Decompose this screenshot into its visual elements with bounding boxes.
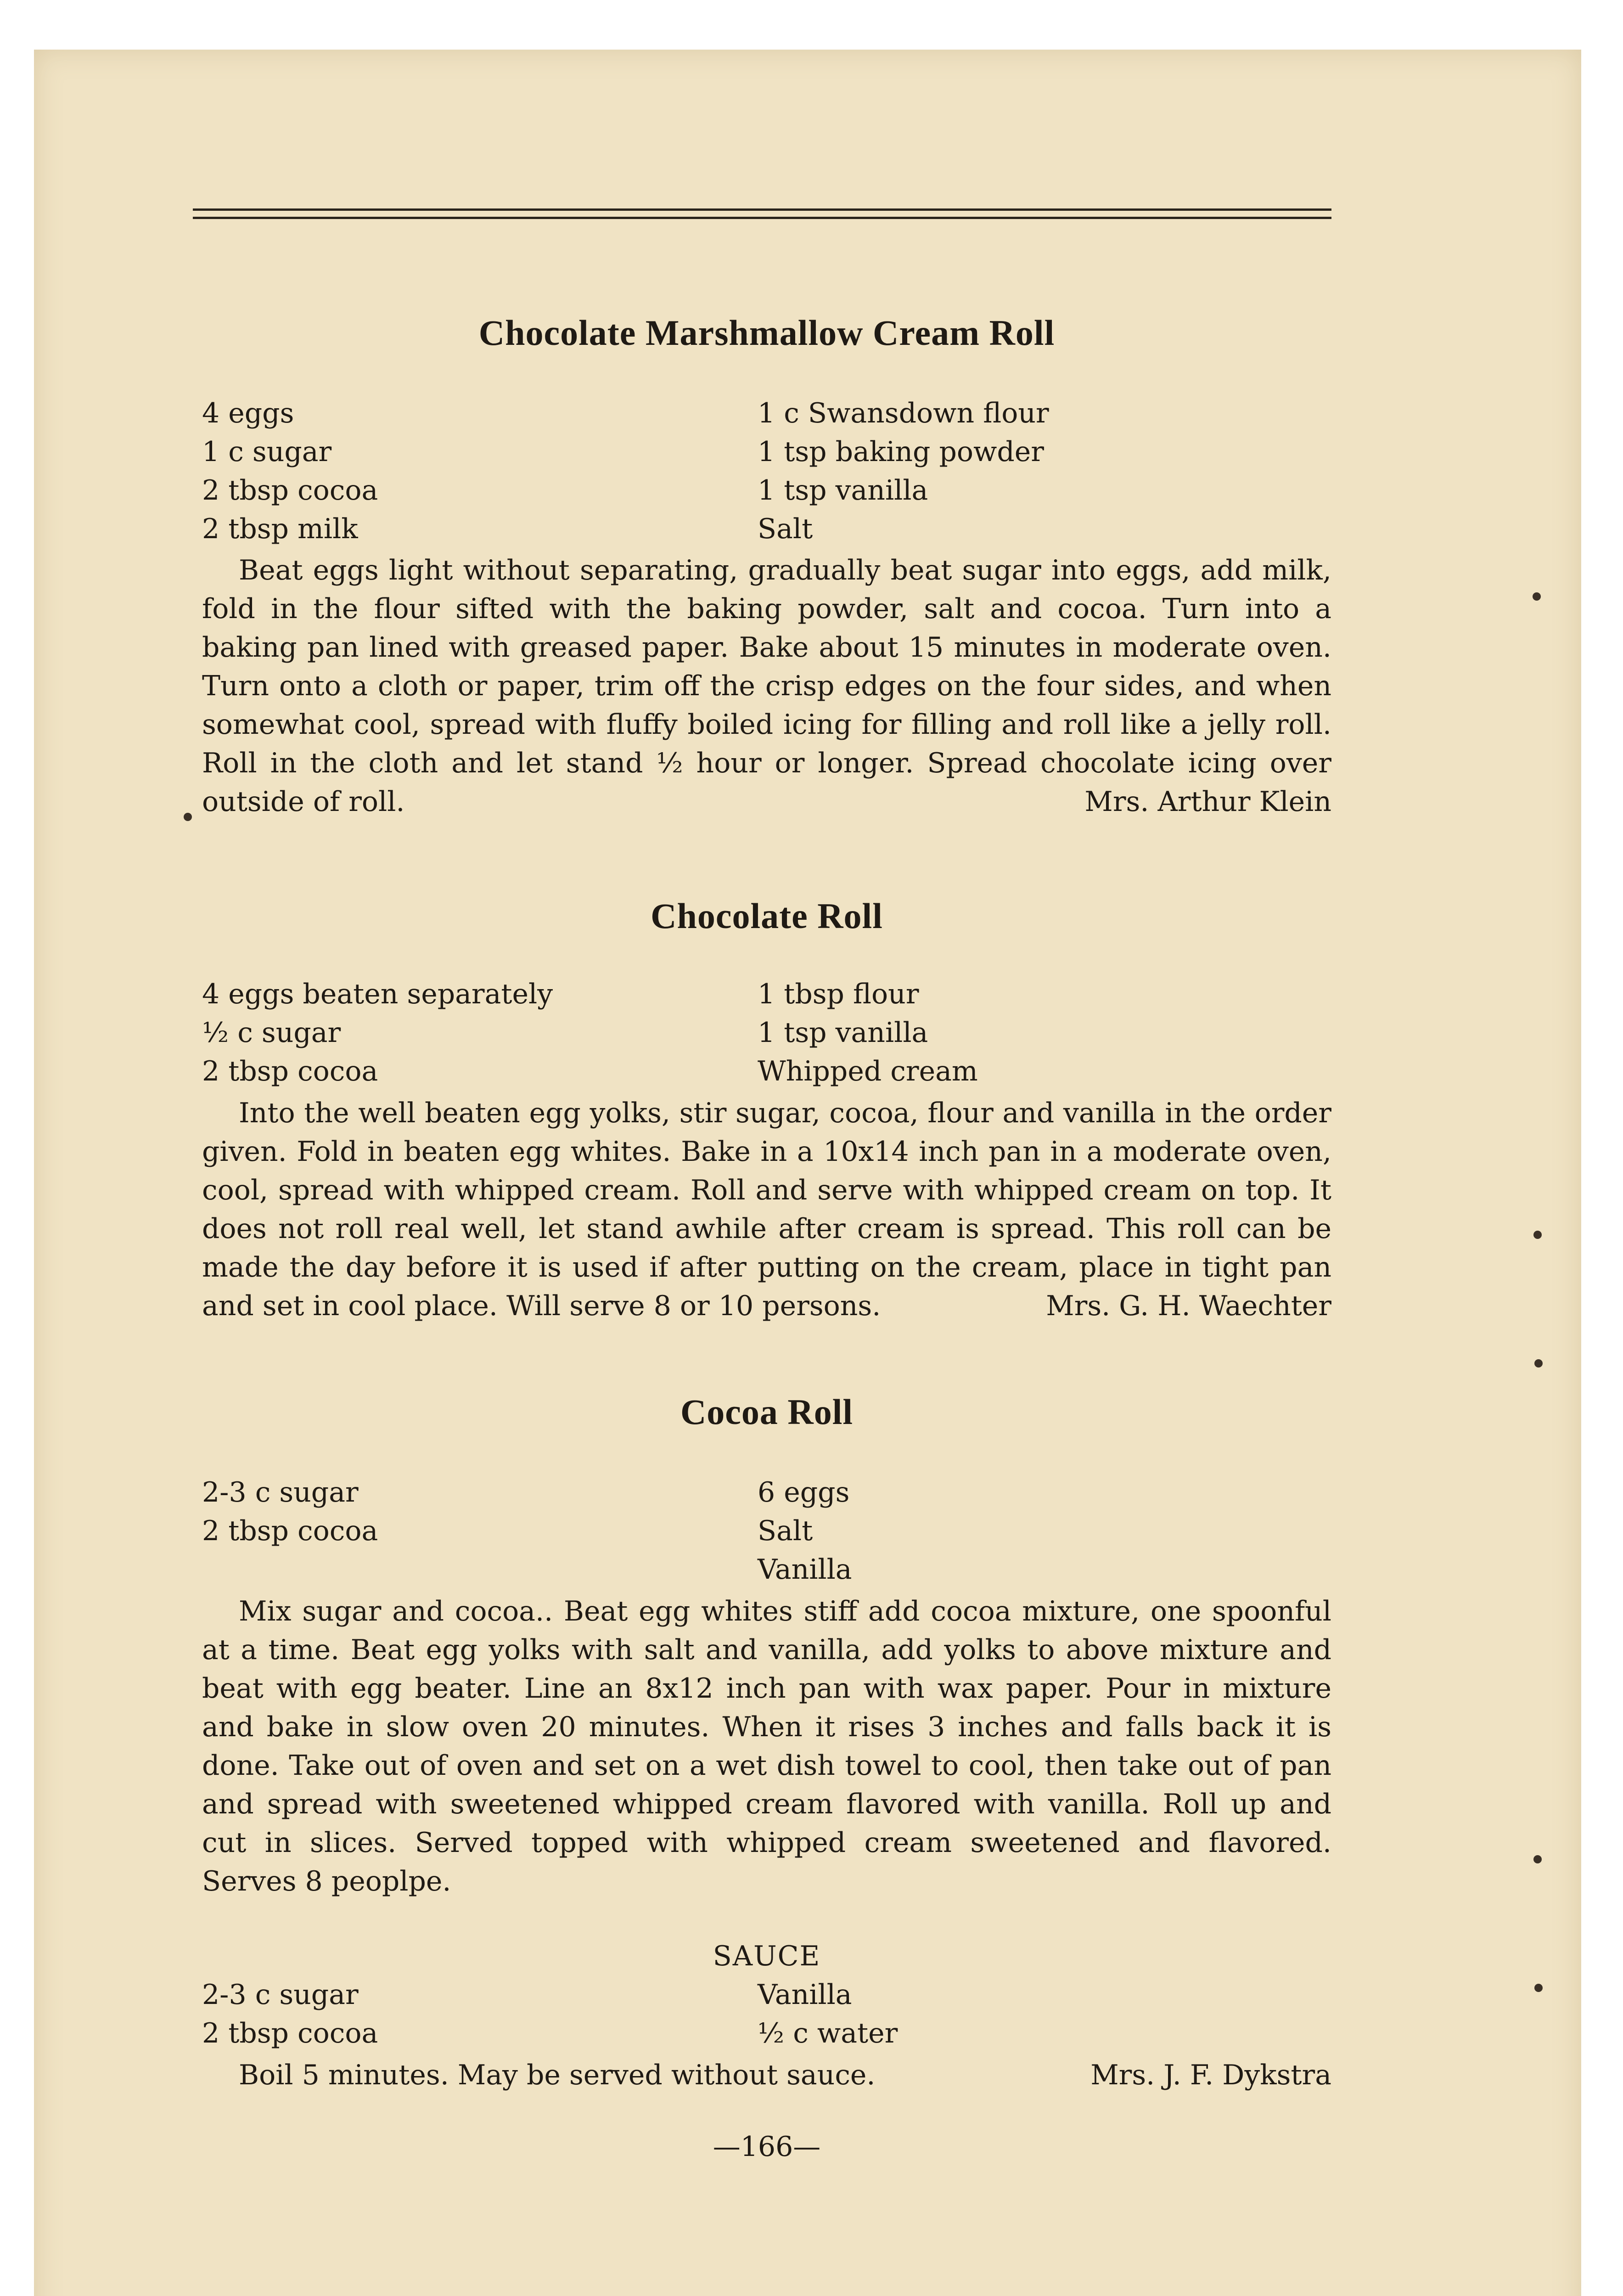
recipe-directions [202,1094,1331,1325]
recipe-directions [202,551,1331,821]
recipe-author: Mrs. J. F. Dykstra [1090,2059,1331,2091]
ingredient: Vanilla [758,1553,852,1586]
ingredient: 2 tbsp cocoa [202,474,378,506]
ingredient-row [202,397,1331,436]
directions-text: Beat eggs light without separating, gradually beat sugar into eggs, add milk, fold in the flour sifted with the baking powder, salt and cocoa. Turn into a baking pan lined with greased paper. Bake about 15 minutes in moderate oven. Turn onto a cloth or paper, trim off the crisp edges on the four sides, and when somewhat cool, spread with fluffy boiled icing for filling and roll like a jelly roll. Roll in the cloth and let stand ½ hour or longer. Spread chocolate icing over outside of roll. [202,554,1331,818]
paper-speck [184,813,192,821]
ingredient-row [202,1979,1331,2017]
ingredient: Salt [758,513,813,545]
recipe-author: Mrs. Arthur Klein [1084,786,1331,818]
ingredient: 2 tbsp cocoa [202,1515,378,1547]
ingredient: 2-3 c sugar [202,1476,359,1508]
recipe-author: Mrs. G. H. Waechter [1046,1290,1331,1322]
ingredient: 2 tbsp cocoa [202,2017,378,2049]
ingredient: Whipped cream [758,1055,978,1087]
recipe-title: Chocolate Roll [651,896,883,936]
ingredient: 1 tbsp flour [758,978,919,1010]
ingredient-row [202,1553,1331,1592]
header-rule [193,208,1331,222]
ingredient: 1 tsp vanilla [758,1017,928,1049]
ingredient: ½ c sugar [202,1017,341,1049]
ingredient: 1 tsp vanilla [758,474,928,506]
ingredient-row [202,436,1331,474]
ingredient-row [202,978,1331,1017]
sauce-heading: SAUCE [713,1940,821,1972]
ingredient: Salt [758,1515,813,1547]
recipe-title: Chocolate Marshmallow Cream Roll [478,313,1055,353]
recipe-title: Cocoa Roll [680,1392,854,1432]
recipe-directions: Mix sugar and cocoa.. Beat egg whites stiff add cocoa mixture, one spoonful at a time. Beat egg yolks with salt and vanilla, add yolks to above mixture and beat with egg beater. Line an 8x12 inch pan with wax paper. Pour in mixture and bake in slow oven 20 minutes. When it rises 3 inches and falls back it is done. Take out of oven and set on a wet dish towel to cool, then take out of pan and spread with sweetened whipped cream flavored with vanilla. Roll up and cut in slices. Served topped with whipped cream sweetened and flavored. Serves 8 peoplpe. [202,1595,1331,1897]
ingredient: 4 eggs [202,397,294,429]
directions-text: Into the well beaten egg yolks, stir sugar, cocoa, flour and vanilla in the order given. Fold in beaten egg whites. Bake in a 10x14 inch pan in a moderate oven, cool, spread with whipped cream. Roll and serve with whipped cream on top. It does not roll real well, let stand awhile after cream is spread. This roll can be made the day before it is used if after putting on the cream, place in tight pan and set in cool place. Will serve 8 or 10 persons. [202,1097,1331,1322]
ingredient-row [202,513,1331,551]
ingredient-row [202,2017,1331,2056]
paper-speck [1533,592,1541,601]
ingredient-row [202,474,1331,513]
directions-text: Boil 5 minutes. May be served without sauce. [239,2059,876,2091]
ingredient: 1 c Swansdown flour [758,397,1049,429]
paper-speck [1533,1231,1542,1239]
ingredient-row [202,1017,1331,1055]
ingredient: 1 c sugar [202,436,332,468]
ingredient: 2-3 c sugar [202,1979,359,2011]
ingredient: 1 tsp baking powder [758,436,1044,468]
ingredient: 2 tbsp milk [202,513,358,545]
ingredient: Vanilla [758,1979,852,2011]
ingredient-row [202,1055,1331,1094]
ingredient-row [202,1476,1331,1515]
page-number: —166— [713,2131,821,2163]
sauce-directions [202,2056,1331,2094]
ingredient-row [202,1515,1331,1553]
ingredient: 4 eggs beaten separately [202,978,553,1010]
paper-speck [1534,1984,1543,1992]
paper-speck [1533,1855,1542,1863]
ingredient: 2 tbsp cocoa [202,1055,378,1087]
paper-speck [1534,1359,1543,1367]
ingredient: 6 eggs [758,1476,850,1508]
ingredient: ½ c water [758,2017,898,2049]
